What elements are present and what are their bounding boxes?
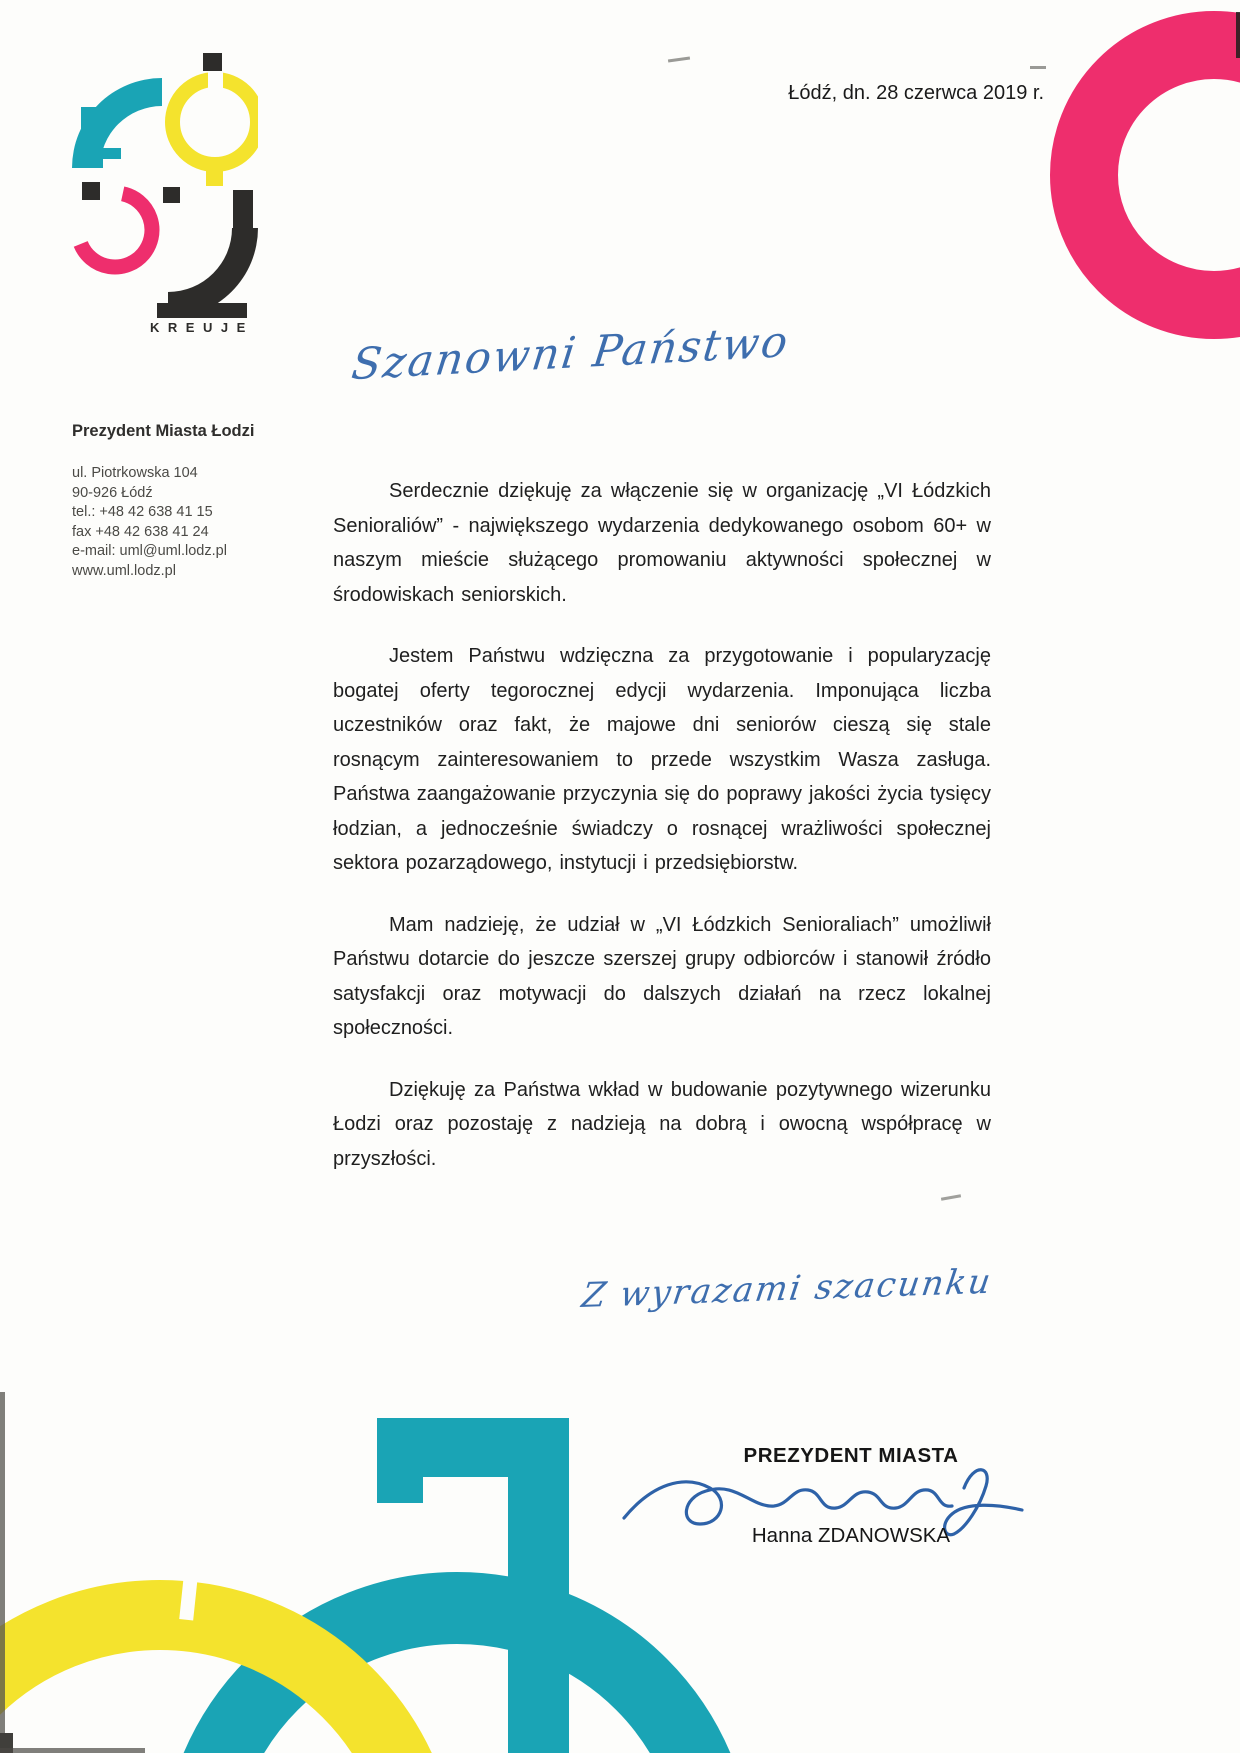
paragraph-1: Serdecznie dziękuję za włączenie się w organizację „VI Łódzkich Senioraliów” - największego wydarzenia dedykowanego osobom 60+ w naszym mieście służącego promowaniu aktywności społecznej w środowiskach seniorskich. [333, 480, 991, 606]
address-website: www.uml.lodz.pl [72, 562, 176, 579]
scan-smudge [668, 56, 690, 62]
logo-letter-o-ring [173, 80, 258, 165]
paragraph-3: Mam nadzieję, że udział w „VI Łódzkich Senioraliach” umożliwił Państwu dotarcie do jeszcze szerszej grupy odbiorców i stanowił źródło satysfakcji oraz motywacji do dalszych działań na rzecz lokalnej społeczności. [333, 913, 991, 1039]
logo-letter-d-arc [81, 194, 152, 267]
signer-name: Hanna ZDANOWSKA [751, 1524, 951, 1547]
logo-letter-z-base [157, 303, 247, 318]
handwritten-closing: Z wyrazami szacunku [579, 1261, 995, 1317]
sender-title: Prezydent Miasta Łodzi [72, 422, 255, 440]
address-city: 90-926 Łódź [72, 484, 153, 501]
logo-letter-l-crossbar [81, 148, 121, 159]
logo-square-accent-mid [163, 187, 180, 203]
bottom-logo-decoration-icon [0, 1380, 1240, 1753]
address-fax: fax +48 42 638 41 24 [72, 523, 209, 540]
date-line: Łódź, dn. 28 czerwca 2019 r. [788, 82, 1044, 104]
logo-letter-z-bar [233, 190, 253, 230]
paragraph-2: Jestem Państwu wdzięczna za przygotowanie i popularyzację bogatej oferty tegorocznej edycji wydarzenia. Imponująca liczba uczestników oraz fakt, że majowe dni seniorów cieszą się stale rosnącym zainteresowaniem to przede wszystkim Wasza zasługa. Państwa zaangażowanie przyczynia się do poprawy jakości życia tysięcy łodzian, a jednocześnie świadczy o rosnącej wrażliwości społecznej sektora pozarządowego, instytucji i przedsiębiorstw. [333, 645, 991, 874]
logo-letter-o-tail [206, 168, 223, 186]
logo-square-accent-left [82, 182, 100, 200]
lodz-kreuje-logo-icon [68, 42, 258, 327]
paragraph-4: Dziękuję za Państwa wkład w budowanie pozytywnego wizerunku Łodzi oraz pozostaję z nadzieją na dobrą i owocną współpracę w przyszłości. [333, 1078, 991, 1170]
letter-body [333, 474, 991, 1203]
handwritten-salutation: Szanowni Państwo [348, 316, 793, 391]
signer-title: PREZYDENT MIASTA [743, 1444, 959, 1467]
logo-letter-o-accent-square [203, 53, 222, 71]
sender-address [72, 464, 227, 581]
pink-ring-decoration-icon [1040, 0, 1240, 420]
address-phone: tel.: +48 42 638 41 15 [72, 504, 213, 520]
address-email: e-mail: uml@uml.lodz.pl [72, 543, 227, 559]
address-street: ul. Piotrkowska 104 [72, 465, 198, 481]
logo-tagline: KREUJE [150, 320, 254, 335]
